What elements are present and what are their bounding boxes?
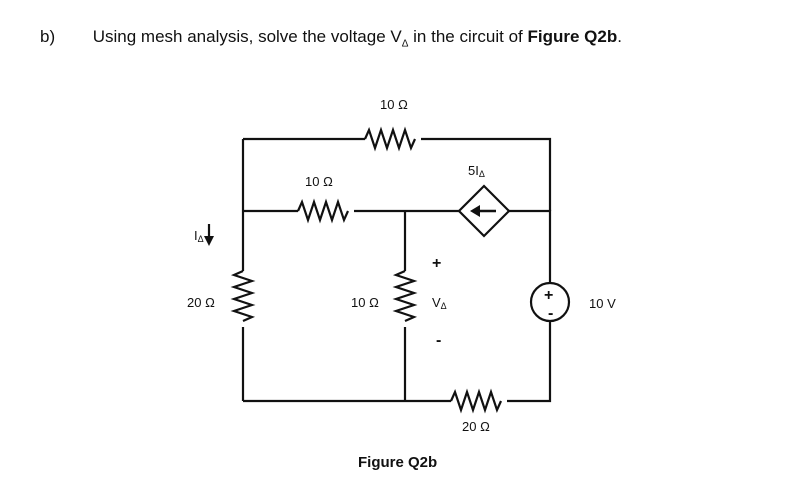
label-r-bottom: 20 Ω	[462, 419, 490, 434]
source-plus: +	[544, 287, 554, 304]
label-r-top: 10 Ω	[380, 97, 408, 112]
voltage-minus: -	[436, 332, 442, 349]
resistor-top	[365, 130, 415, 148]
resistor-inner	[396, 271, 414, 321]
label-source-value: 10 V	[589, 296, 616, 311]
label-dep-source: 5IΔ	[468, 163, 485, 179]
dep-source-arrow	[470, 205, 496, 217]
wire-dep-to-right	[509, 211, 550, 283]
wire-top-right	[421, 139, 550, 211]
voltage-plus: +	[432, 255, 442, 272]
resistor-left	[234, 271, 252, 321]
resistor-bottom	[451, 392, 501, 410]
wire-bottom-right	[507, 321, 550, 401]
figure-reference: Figure Q2b	[527, 27, 618, 46]
label-r-vertical: 10 Ω	[351, 295, 379, 310]
figure-caption: Figure Q2b	[358, 454, 438, 471]
question-label: b)	[40, 27, 56, 46]
label-r-mid: 10 Ω	[305, 174, 333, 189]
label-current: IΔ	[194, 228, 204, 244]
question-text: Using mesh analysis, solve the voltage $V_\Delta$ in the circuit of Figure Q2b.	[92, 27, 622, 50]
current-arrow	[204, 224, 214, 246]
label-voltage: VΔ	[432, 295, 447, 311]
resistor-mid	[298, 202, 348, 220]
source-minus: -	[548, 305, 554, 322]
label-r-left: 20 Ω	[187, 295, 215, 310]
